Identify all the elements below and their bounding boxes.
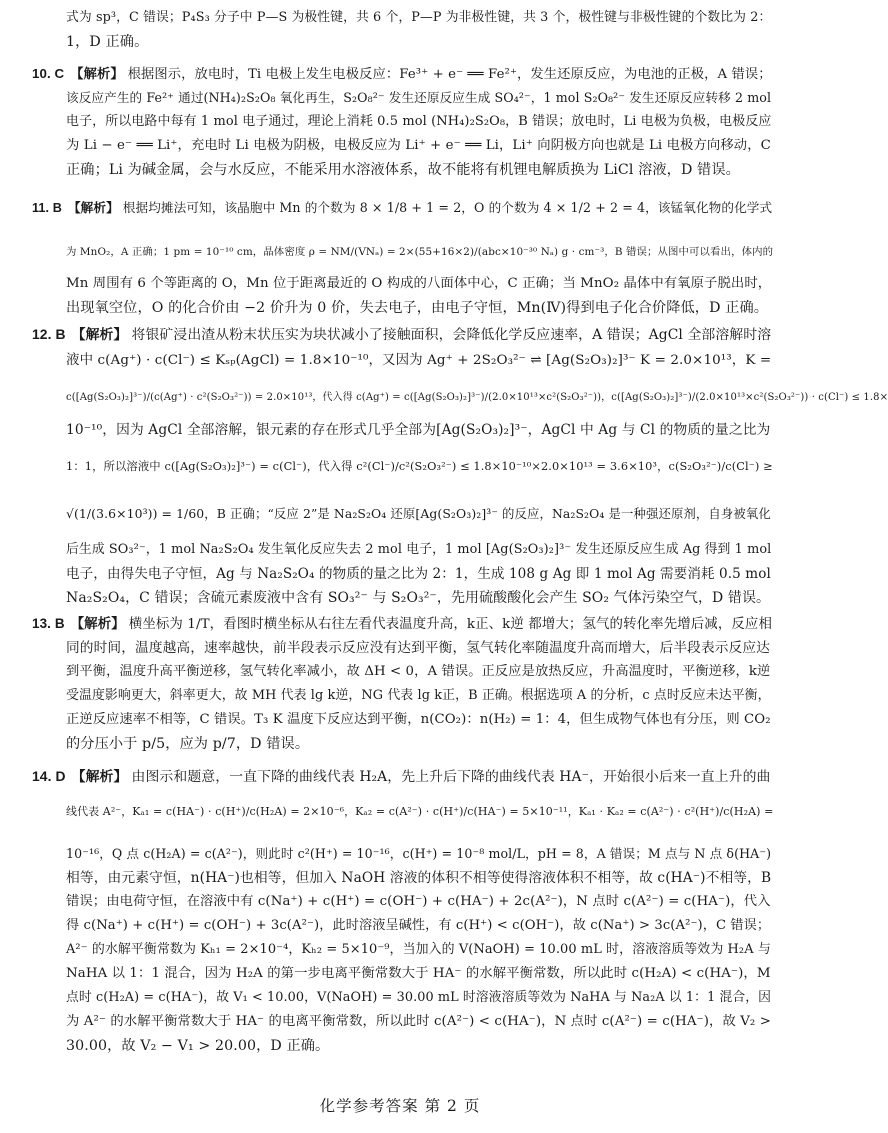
question-number: 13. B bbox=[32, 616, 65, 631]
page-footer: 化学参考答案 第 2 页 bbox=[319, 1097, 481, 1115]
line-text: 将银矿浸出渣从粉末状压实为块状减小了接触面积，会降低化学反应速率，A 错误；AgCl 全部溶解时溶 bbox=[131, 327, 772, 343]
answer-text-line bbox=[66, 711, 771, 729]
answer-text-line bbox=[66, 869, 771, 887]
line-text: 横坐标为 1/T，看图时横坐标从右往左看代表温度升高，k正、k逆 都增大；氢气的转化率先增后减，反应相 bbox=[128, 617, 772, 632]
answer-text-line bbox=[66, 735, 309, 753]
answer-heading-line bbox=[32, 65, 772, 84]
line-text: 正确；Li 为碱金属，会与水反应，不能采用水溶液体系，故不能将有机锂电解质换为 LiCl 溶液，D 错误。 bbox=[66, 162, 740, 178]
line-text: 到平衡，温度升高平衡逆移，氢气转化率减小，故 ΔH < 0，A 错误。正反应是放热反应，升高温度时，平衡逆移，k逆 bbox=[66, 664, 771, 679]
line-text: 10⁻¹⁶，Q 点 c(H₂A) = c(A²⁻)，则此时 c²(H⁺) = 10⁻¹⁶，c(H⁺) = 10⁻⁸ mol/L，pH = 8，A 错误；M 点与 N 点 δ(HA⁻) bbox=[66, 846, 772, 861]
answer-text-line bbox=[66, 965, 771, 983]
line-text: 相等，由元素守恒，n(HA⁻)也相等，但加入 NaOH 溶液的体积不相等使得溶液体积不相等，故 c(HA⁻)不相等，B bbox=[66, 870, 772, 886]
line-text: 1：1，所以溶液中 c([Ag(S₂O₃)₂]³⁻) = c(Cl⁻)，代入得 c²(Cl⁻)/c²(S₂O₃²⁻) ≤ 1.8×10⁻¹⁰×2.0×10¹³ = 3.6×10³，c(S₂O₃²⁻)/c(Cl⁻) ≥ bbox=[66, 459, 773, 473]
analysis-tag: 【解析】 bbox=[70, 616, 125, 632]
answer-heading-line bbox=[32, 767, 771, 786]
line-text: 式为 sp³，C 错误；P₄S₃ 分子中 P—S 为极性键，共 6 个，P—P 为非极性键，共 3 个，极性键与非极性键的个数比为 2： bbox=[66, 10, 772, 25]
line-text: 正逆反应速率不相等，C 错误。T₃ K 温度下反应达到平衡，n(CO₂)：n(H₂) = 1：4，但生成物气体也有分压，则 CO₂ bbox=[66, 712, 771, 727]
answer-text-line bbox=[66, 589, 770, 607]
line-text: 为 MnO₂，A 正确；1 pm = 10⁻¹⁰ cm，晶体密度 ρ = NM/(VNₐ) = 2×(55+16×2)/(abc×10⁻³⁰ Nₐ) g · cm⁻³，B 错误；从图中可以看出，体内的 bbox=[66, 246, 774, 258]
answer-text-line bbox=[66, 803, 773, 821]
answer-text-line bbox=[66, 505, 771, 523]
answer-text-line bbox=[66, 1013, 771, 1031]
line-text: NaHA 以 1：1 混合，因为 H₂A 的第一步电离平衡常数大于 HA⁻ 的水解平衡常数，所以此时 c(H₂A) < c(HA⁻)，M bbox=[66, 966, 771, 981]
line-text: 该反应产生的 Fe²⁺ 通过(NH₄)₂S₂O₈ 氧化再生，S₂O₈²⁻ 发生还原反应生成 SO₄²⁻，1 mol S₂O₈²⁻ 发生还原反应转移 2 mol bbox=[66, 90, 772, 105]
line-text: 为 Li − e⁻ ══ Li⁺，充电时 Li 电极为阴极，电极反应为 Li⁺ + e⁻ ══ Li，Li⁺ 向阴极方向也就是 Li 电极方向移动，C bbox=[66, 138, 771, 153]
answer-text-line bbox=[66, 137, 771, 155]
line-text: 30.00，故 V₂ − V₁ > 20.00，D 正确。 bbox=[66, 1038, 330, 1054]
answer-text-line bbox=[66, 421, 770, 439]
question-number: 11. B bbox=[32, 201, 62, 215]
answer-text-line bbox=[66, 845, 771, 863]
line-text: 错误；由电荷守恒，在溶液中有 c(Na⁺) + c(H⁺) = c(OH⁻) + c(HA⁻) + 2c(A²⁻)，N 点时 c(A²⁻) = c(HA⁻)，代入 bbox=[66, 894, 771, 909]
line-text: 同的时间，温度越高，速率越快，前半段表示反应没有达到平衡，氢气转化率随温度升高而增大，后半段表示反应达 bbox=[66, 640, 770, 656]
analysis-tag: 【解析】 bbox=[71, 327, 128, 343]
line-text: c([Ag(S₂O₃)₂]³⁻)/(c(Ag⁺) · c²(S₂O₃²⁻)) = 2.0×10¹³，代入得 c(Ag⁺) = c([Ag(S₂O₃)₂]³⁻)/(2.0×10¹³×c²(S₂O₃²⁻))，c([Ag(S₂O₃)₂]³⁻)/(2.0×10¹³×c²(S₂O₃²⁻)) · c(Cl⁻) ≤ 1.8× bbox=[66, 392, 888, 403]
answer-text-line bbox=[66, 275, 771, 293]
line-text: 受温度影响更大，斜率更大，故 MH 代表 lg k逆，NG 代表 lg k正，B 正确。根据选项 A 的分析，c 点时反应未达平衡， bbox=[66, 688, 771, 703]
answer-text-line bbox=[66, 9, 771, 27]
answer-text-line bbox=[66, 113, 771, 131]
analysis-tag: 【解析】 bbox=[71, 769, 128, 785]
answer-text-line bbox=[66, 243, 773, 261]
line-text: 线代表 A²⁻，Kₐ₁ = c(HA⁻) · c(H⁺)/c(H₂A) = 2×10⁻⁶，Kₐ₂ = c(A²⁻) · c(H⁺)/c(HA⁻) = 5×10⁻¹¹，Kₐ₁ · Kₐ₂ = c(A²⁻) · c²(H⁺)/c(H₂A) = bbox=[66, 805, 774, 818]
line-text: A²⁻ 的水解平衡常数为 Kₕ₁ = 2×10⁻⁴，Kₕ₂ = 5×10⁻⁹，当加入的 V(NaOH) = 10.00 mL 时，溶液溶质等效为 H₂A 与 bbox=[66, 942, 771, 957]
line-text: 由图示和题意，一直下降的曲线代表 H₂A，先上升后下降的曲线代表 HA⁻，开始很小后来一直上升的曲 bbox=[131, 769, 771, 785]
line-text: 1，D 正确。 bbox=[66, 34, 149, 50]
line-text: 的分压小于 p/5，应为 p/7，D 错误。 bbox=[66, 736, 310, 752]
line-text: √(1/(3.6×10³)) = 1/60，B 正确；“反应 2”是 Na₂S₂O₄ 还原[Ag(S₂O₃)₂]³⁻ 的反应，Na₂S₂O₄ 是一种强还原剂，自身被氧化 bbox=[66, 506, 771, 521]
answer-text-line bbox=[66, 989, 771, 1007]
answer-text-line bbox=[66, 663, 770, 681]
answer-heading-line bbox=[32, 615, 772, 634]
answer-text-line bbox=[66, 33, 148, 51]
answer-text-line bbox=[66, 941, 771, 959]
answer-text-line bbox=[66, 917, 770, 935]
answer-heading-line bbox=[32, 199, 772, 217]
line-text: 出现氧空位，O 的化合价由 −2 价升为 0 价，失去电子，由电子守恒，Mn(Ⅳ)得到电子化合价降低，D 正确。 bbox=[66, 300, 769, 316]
line-text: 电子，所以电路中每有 1 mol 电子通过，理论上消耗 0.5 mol (NH₄)₂S₂O₈，B 错误；放电时，Li 电极为负极，电极反应 bbox=[66, 114, 772, 129]
question-number: 10. C bbox=[32, 66, 65, 81]
answer-heading-line bbox=[32, 325, 771, 344]
analysis-tag: 【解析】 bbox=[70, 67, 124, 82]
answer-text-line bbox=[66, 1037, 329, 1055]
answer-text-line bbox=[66, 541, 771, 559]
line-text: Na₂S₂O₄，C 错误；含硫元素废液中含有 SO₃²⁻ 与 S₂O₃²⁻，先用硫酸酸化会产生 SO₂ 气体污染空气，D 错误。 bbox=[66, 590, 771, 606]
line-text: 电子，由得失电子守恒，Ag 与 Na₂S₂O₄ 的物质的量之比为 2：1，生成 108 g Ag 即 1 mol Ag 需要消耗 0.5 mol bbox=[66, 566, 771, 582]
answer-text-line bbox=[66, 161, 740, 179]
line-text: 点时 c(H₂A) = c(HA⁻)，故 V₁ < 10.00，V(NaOH) = 30.00 mL 时溶液溶质等效为 NaHA 与 Na₂A 以 1：1 混合，因 bbox=[66, 990, 772, 1005]
line-text: 根据图示，放电时，Ti 电极上发生电极反应：Fe³⁺ + e⁻ ══ Fe²⁺，发生还原反应，为电池的正极，A 错误； bbox=[127, 67, 772, 82]
line-text: 得 c(Na⁺) + c(H⁺) = c(OH⁻) + 3c(A²⁻)，此时溶液呈碱性，有 c(H⁺) < c(OH⁻)，故 c(Na⁺) > 3c(A²⁻)，C 错误； bbox=[66, 918, 771, 933]
line-text: 10⁻¹⁰，因为 AgCl 全部溶解，银元素的存在形式几乎全部为[Ag(S₂O₃)₂]³⁻，AgCl 中 Ag 与 Cl 的物质的量之比为 bbox=[66, 422, 771, 438]
line-text: 后生成 SO₃²⁻，1 mol Na₂S₂O₄ 发生氧化反应失去 2 mol 电子，1 mol [Ag(S₂O₃)₂]³⁻ 发生还原反应生成 Ag 得到 1 mol bbox=[66, 542, 772, 557]
analysis-tag: 【解析】 bbox=[67, 200, 119, 215]
line-text: 液中 c(Ag⁺) · c(Cl⁻) ≤ Kₛₚ(AgCl) = 1.8×10⁻¹⁰，又因为 Ag⁺ + 2S₂O₃²⁻ ⇌ [Ag(S₂O₃)₂]³⁻ K = 2.0×10¹³，K = bbox=[66, 352, 772, 368]
answer-text-line bbox=[66, 389, 888, 407]
line-text: 为 A²⁻ 的水解平衡常数大于 HA⁻ 的电离平衡常数，所以此时 c(A²⁻) < c(HA⁻)，N 点时 c(A²⁻) = c(HA⁻)，故 V₂ > bbox=[66, 1014, 771, 1029]
question-number: 12. B bbox=[32, 326, 66, 342]
answer-text-line bbox=[66, 565, 771, 583]
answer-text-line bbox=[66, 639, 770, 657]
answer-text-line bbox=[66, 299, 768, 317]
line-text: Mn 周围有 6 个等距离的 O，Mn 位于距离最近的 O 构成的八面体中心，C 正确；当 MnO₂ 晶体中有氧原子脱出时， bbox=[66, 276, 772, 291]
answer-text-line bbox=[66, 457, 773, 475]
answer-text-line bbox=[66, 351, 771, 369]
line-text: 根据均摊法可知，该晶胞中 Mn 的个数为 8 × 1/8 + 1 = 2，O 的个数为 4 × 1/2 + 2 = 4，该锰氧化物的化学式 bbox=[122, 200, 773, 215]
question-number: 14. D bbox=[32, 768, 66, 784]
answer-text-line bbox=[66, 89, 771, 107]
answer-text-line bbox=[66, 893, 771, 911]
answer-text-line bbox=[66, 687, 771, 705]
